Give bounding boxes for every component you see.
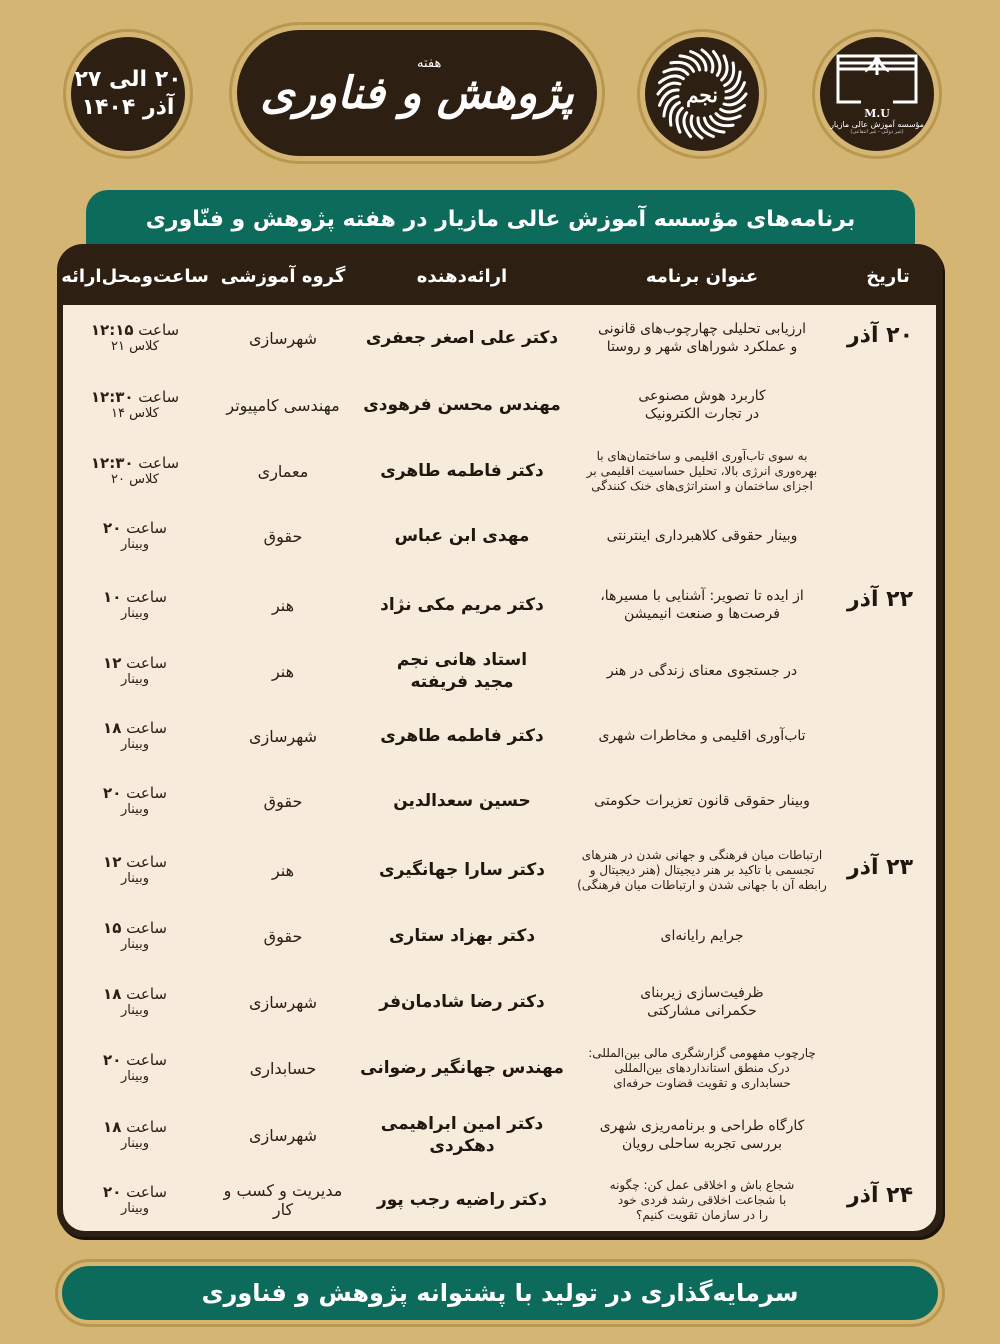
place-value: وبینار xyxy=(121,802,149,817)
place-value: وبینار xyxy=(121,672,149,687)
place-value: کلاس ۲۰ xyxy=(111,472,159,487)
cell-time-place xyxy=(57,985,213,1019)
time-value: ۱۲:۳۰ xyxy=(90,388,134,406)
title-line: کارگاه طراحی و برنامه‌ریزی شهری xyxy=(599,1118,805,1134)
time-label: ساعت xyxy=(126,853,167,871)
cell-title xyxy=(571,1046,833,1091)
presenter-name: مجید فریفته xyxy=(410,672,514,692)
presenter-name: مهدی ابن عباس xyxy=(394,526,530,546)
title-line: رابطه آن با جهانی شدن و ارتباطات میان فرهنگی) xyxy=(577,877,827,892)
cell-title xyxy=(571,1117,833,1153)
time-label: ساعت xyxy=(126,784,167,802)
table-row xyxy=(57,642,943,700)
date-label: ۲۳ آذر xyxy=(846,855,913,880)
cell-group: شهرسازی xyxy=(248,992,318,1012)
cell-title xyxy=(571,449,833,494)
cell-group: حقوق xyxy=(263,791,303,811)
title-line: اجزای ساختمان و استراتژی‌های خنک کنندگی xyxy=(591,478,813,493)
time-value: ۱۵ xyxy=(103,919,122,937)
cell-presenter xyxy=(353,649,571,693)
time-label: ساعت xyxy=(126,1118,167,1136)
cell-presenter xyxy=(353,859,571,881)
title-line: را در سازمان تقویت کنیم؟ xyxy=(636,1207,768,1222)
presenter-name: مهندس محسن فرهودی xyxy=(363,395,561,415)
place-value: وبینار xyxy=(121,937,149,952)
title-line: در جستجوی معنای زندگی در هنر xyxy=(606,663,798,679)
title-line: فرصت‌ها و صنعت انیمیشن xyxy=(624,606,780,622)
cell-group: شهرسازی xyxy=(248,726,318,746)
cell-title xyxy=(571,1178,833,1223)
time-label: ساعت xyxy=(126,654,167,672)
cell-time-place xyxy=(57,1051,213,1085)
cell-group: حقوق xyxy=(263,526,303,546)
time-label: ساعت xyxy=(126,919,167,937)
cell-group: حسابداری xyxy=(249,1058,317,1078)
title-line: کاربرد هوش مصنوعی xyxy=(638,388,766,404)
place-value: وبینار xyxy=(121,606,149,621)
cell-title xyxy=(571,587,833,623)
title-line: از ایده تا تصویر: آشنایی با مسیرها، xyxy=(600,588,804,604)
time-label: ساعت xyxy=(126,719,167,737)
institute-logo xyxy=(815,32,939,156)
table-row xyxy=(57,772,943,830)
cell-group: مدیریت و کسب و کار xyxy=(223,1181,343,1219)
presenter-name: حسین سعدالدین xyxy=(393,791,531,811)
time-label: ساعت xyxy=(126,1051,167,1069)
presenter-name: مهندس جهانگیر رضوانی xyxy=(360,1058,564,1078)
cell-group: مهندسی کامپیوتر xyxy=(226,395,340,415)
cell-time-place xyxy=(57,588,213,622)
cell-time-place xyxy=(57,919,213,953)
cell-presenter xyxy=(353,790,571,812)
time-label: ساعت xyxy=(138,321,180,339)
presenter-name: دکتر راضیه رجب پور xyxy=(376,1190,548,1210)
cell-title xyxy=(571,527,833,545)
table-header xyxy=(57,250,943,302)
event-title-small: هفته xyxy=(417,56,442,71)
cell-title xyxy=(571,792,833,810)
place-value: وبینار xyxy=(121,537,149,552)
time-line xyxy=(103,1118,167,1136)
title-line: با شجاعت اخلاقی رشد فردی خود xyxy=(617,1192,787,1207)
date-label: ۲۲ آذر xyxy=(846,587,913,612)
date-label: ۲۰ آذر xyxy=(846,323,913,348)
date-range: ۲۰ الی ۲۷ xyxy=(74,67,182,92)
presenter-name: دکتر فاطمه طاهری xyxy=(380,726,544,746)
presenter-name: استاد هانی نجم xyxy=(396,650,528,670)
date-badge xyxy=(66,32,190,156)
cell-time-place xyxy=(57,853,213,887)
time-value: ۱۸ xyxy=(103,1118,122,1136)
time-label: ساعت xyxy=(126,1183,167,1201)
place-value: کلاس ۲۱ xyxy=(111,339,159,354)
cell-title xyxy=(571,727,833,745)
title-line: حسابداری و تقویت قضاوت حرفه‌ای xyxy=(613,1075,791,1090)
program-banner-title: برنامه‌های مؤسسه آموزش عالی مازیار در هفته پژوهش و فنّاوری xyxy=(145,207,856,232)
presenter-name: دکتر بهزاد ستاری xyxy=(388,926,536,946)
nojum-logo xyxy=(640,32,764,156)
title-line: درک منطق استانداردهای بین‌المللی xyxy=(614,1060,790,1075)
title-line: به سوی تاب‌آوری اقلیمی و ساختمان‌های با xyxy=(596,448,808,463)
swirl-logo-icon xyxy=(652,44,752,144)
time-line xyxy=(103,853,167,871)
time-line xyxy=(103,784,167,802)
cell-time-place xyxy=(57,454,213,488)
cell-time-place xyxy=(57,1118,213,1152)
time-line xyxy=(103,919,167,937)
table-row xyxy=(57,707,943,765)
place-value: وبینار xyxy=(121,1201,149,1216)
cell-presenter xyxy=(353,1113,571,1157)
cell-title xyxy=(571,387,833,423)
time-label: ساعت xyxy=(126,985,167,1003)
presenter-name: دکتر امین ابراهیمی دهکردی xyxy=(380,1114,544,1156)
place-value: وبینار xyxy=(121,737,149,752)
table-row xyxy=(57,1035,943,1101)
title-line: ظرفیت‌سازی زیربنای xyxy=(640,985,764,1001)
open-book-icon xyxy=(835,53,919,105)
time-value: ۱۸ xyxy=(103,985,122,1003)
date-label: ۲۴ آذر xyxy=(846,1183,913,1208)
table-row xyxy=(57,507,943,565)
cell-presenter xyxy=(353,460,571,482)
place-value: وبینار xyxy=(121,1136,149,1151)
title-line: حکمرانی مشارکتی xyxy=(647,1003,757,1019)
institute-logo-label: M.U xyxy=(864,107,890,120)
cell-presenter xyxy=(353,1189,571,1211)
cell-presenter xyxy=(353,327,571,349)
presenter-name: دکتر علی اصغر جعفری xyxy=(365,328,559,348)
time-line xyxy=(103,719,167,737)
institute-logo-sub: (غیر دولتی - غیر انتفاعی) xyxy=(850,129,904,135)
cell-presenter xyxy=(353,925,571,947)
time-value: ۱۰ xyxy=(103,588,122,606)
nojum-glyph: نجم xyxy=(686,83,718,107)
table-rows xyxy=(57,305,943,1231)
cell-time-place xyxy=(57,1183,213,1217)
header xyxy=(0,0,1000,180)
header-title: عنوان برنامه xyxy=(645,265,759,287)
time-value: ۱۲:۱۵ xyxy=(90,321,134,339)
cell-group: هنر xyxy=(271,860,295,880)
time-line xyxy=(103,1183,167,1201)
cell-time-place xyxy=(57,784,213,818)
title-line: چارچوب مفهومی گزارشگری مالی بین‌المللی: xyxy=(588,1045,816,1060)
cell-time-place xyxy=(57,388,213,422)
presenter-name: دکتر فاطمه طاهری xyxy=(380,461,544,481)
cell-title xyxy=(571,662,833,680)
cell-title xyxy=(571,927,833,945)
time-line xyxy=(103,519,167,537)
title-line: جرایم رایانه‌ای xyxy=(660,928,744,944)
time-line xyxy=(103,985,167,1003)
title-line: وبینار حقوقی قانون تعزیرات حکومتی xyxy=(594,793,810,809)
time-value: ۲۰ xyxy=(103,519,122,537)
cell-group: شهرسازی xyxy=(248,1125,318,1145)
title-line: بررسی تجربه ساحلی رویان xyxy=(621,1136,783,1152)
cell-group: هنر xyxy=(271,595,295,615)
cell-time-place xyxy=(57,519,213,553)
cell-title xyxy=(571,848,833,893)
table-row xyxy=(57,376,943,434)
presenter-name: دکتر سارا جهانگیری xyxy=(379,860,545,880)
table-row xyxy=(57,907,943,965)
cell-group: حقوق xyxy=(263,926,303,946)
title-line: بهره‌وری انرژی بالا، تحلیل حساسیت اقلیمی بر xyxy=(586,463,818,478)
cell-time-place xyxy=(57,719,213,753)
time-value: ۱۲ xyxy=(103,654,122,672)
header-group: گروه آموزشی xyxy=(220,265,346,287)
time-value: ۲۰ xyxy=(103,784,122,802)
time-line xyxy=(91,388,179,406)
cell-presenter xyxy=(353,594,571,616)
table-row xyxy=(57,973,943,1031)
cell-title xyxy=(571,320,833,356)
time-value: ۱۲:۳۰ xyxy=(90,454,134,472)
table-row xyxy=(57,837,943,903)
time-line xyxy=(103,588,167,606)
time-line xyxy=(103,1051,167,1069)
cell-time-place xyxy=(57,321,213,355)
time-line xyxy=(91,321,179,339)
place-value: وبینار xyxy=(121,871,149,886)
time-value: ۱۲ xyxy=(103,853,122,871)
cell-presenter xyxy=(353,725,571,747)
title-line: وبینار حقوقی کلاهبرداری اینترنتی xyxy=(606,528,798,544)
place-value: کلاس ۱۴ xyxy=(111,406,159,421)
title-line: تاب‌آوری اقلیمی و مخاطرات شهری xyxy=(598,728,806,744)
cell-group: معماری xyxy=(257,461,309,481)
table-row xyxy=(57,438,943,504)
time-value: ۲۰ xyxy=(103,1051,122,1069)
presenter-name: دکتر رضا شادمان‌فر xyxy=(379,992,545,1012)
cell-time-place xyxy=(57,654,213,688)
institute-logo-name: مؤسسه آموزش عالی مازیار xyxy=(830,120,924,129)
table-row xyxy=(57,576,943,634)
footer-slogan-banner xyxy=(58,1262,942,1324)
header-presenter: ارائه‌دهنده xyxy=(416,265,508,287)
table-row xyxy=(57,309,943,367)
time-label: ساعت xyxy=(138,388,180,406)
footer-slogan: سرمایه‌گذاری در تولید با پشتوانه پژوهش و فناوری xyxy=(201,1279,799,1307)
presenter-name: دکتر مریم مکی نژاد xyxy=(380,595,544,615)
header-date: تاریخ xyxy=(866,265,910,287)
cell-presenter xyxy=(353,991,571,1013)
title-line: و عملکرد شوراهای شهر و روستا xyxy=(606,339,798,355)
time-label: ساعت xyxy=(126,519,167,537)
event-title-main: پژوهش و فناوری xyxy=(260,67,574,119)
header-time-place: ساعت‌ومحل‌ارائه xyxy=(61,265,209,287)
cell-presenter xyxy=(353,1057,571,1079)
place-value: وبینار xyxy=(121,1069,149,1084)
cell-group: هنر xyxy=(271,661,295,681)
time-line xyxy=(91,454,179,472)
cell-title xyxy=(571,984,833,1020)
title-line: در تجارت الکترونیک xyxy=(644,406,760,422)
time-label: ساعت xyxy=(138,454,180,472)
time-label: ساعت xyxy=(126,588,167,606)
table-row xyxy=(57,1106,943,1164)
cell-presenter xyxy=(353,525,571,547)
date-month-year: آذر ۱۴۰۴ xyxy=(81,95,175,120)
time-value: ۱۸ xyxy=(103,719,122,737)
cell-presenter xyxy=(353,394,571,416)
title-line: ارتباطات میان فرهنگی و جهانی شدن در هنرهای xyxy=(581,847,823,862)
table-row xyxy=(57,1167,943,1233)
place-value: وبینار xyxy=(121,1003,149,1018)
event-title-badge xyxy=(232,25,602,161)
cell-group: شهرسازی xyxy=(248,328,318,348)
time-line xyxy=(103,654,167,672)
title-line: شجاع باش و اخلاقی عمل کن: چگونه xyxy=(609,1177,795,1192)
title-line: ارزیابی تحلیلی چهارچوب‌های قانونی xyxy=(597,321,807,337)
title-line: تجسمی با تاکید بر هنر دیجیتال (هنر دیجیتال و xyxy=(589,862,815,877)
time-value: ۲۰ xyxy=(103,1183,122,1201)
